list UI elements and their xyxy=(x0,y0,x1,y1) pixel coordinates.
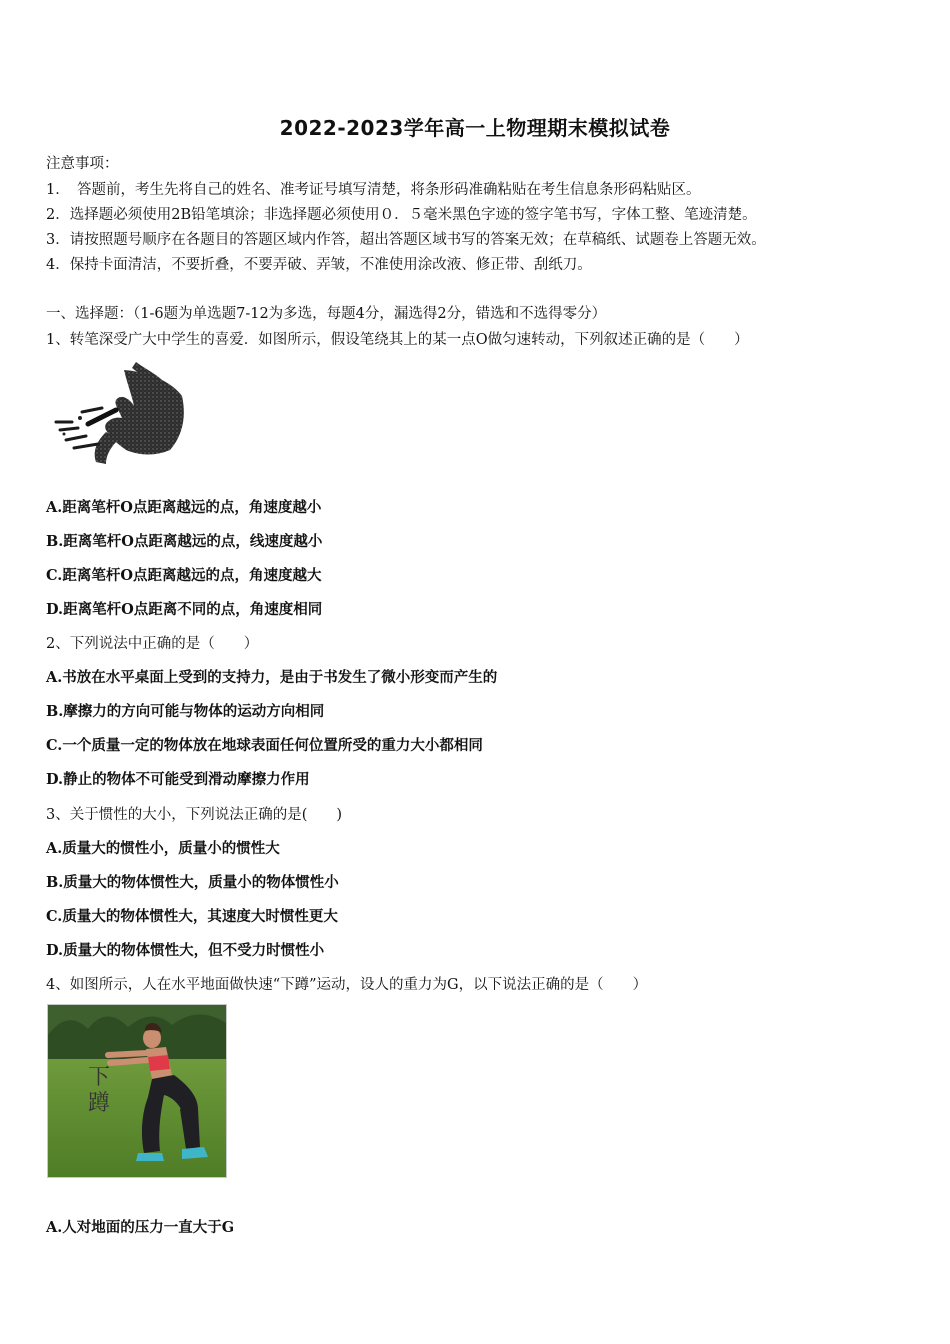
question-3-option-c: C.质量大的物体惯性大，其速度大时惯性更大 xyxy=(46,908,338,925)
question-3-stem: 3、关于惯性的大小，下列说法正确的是( ) xyxy=(46,807,343,823)
question-1-option-d: D.距离笔杆O点距离不同的点，角速度相同 xyxy=(46,601,323,618)
question-1-option-a: A.距离笔杆O点距离越远的点，角速度越小 xyxy=(46,499,322,516)
question-2-option-b: B.摩擦力的方向可能与物体的运动方向相同 xyxy=(46,703,325,720)
section-heading: 一、选择题：（1-6题为单选题7-12为多选，每题4分，漏选得2分，错选和不选得零分） xyxy=(46,306,607,322)
pen-spinning-hand-image xyxy=(52,352,188,468)
question-4-option-a: A.人对地面的压力一直大于G xyxy=(46,1219,235,1236)
question-3-option-a: A.质量大的惯性小，质量小的惯性大 xyxy=(46,840,280,857)
question-1-option-b: B.距离笔杆O点距离越远的点，线速度越小 xyxy=(46,533,323,550)
question-2-option-d: D.静止的物体不可能受到滑动摩擦力作用 xyxy=(46,771,310,788)
notice-item-3: 3．请按照题号顺序在各题目的答题区域内作答，超出答题区域书写的答案无效；在草稿纸、试题卷上答题无效。 xyxy=(46,232,766,248)
notice-item-4: 4．保持卡面清洁，不要折叠，不要弄破、弄皱，不准使用涂改液、修正带、刮纸刀。 xyxy=(46,257,592,273)
question-2-option-a: A.书放在水平桌面上受到的支持力，是由于书发生了微小形变而产生的 xyxy=(46,669,498,686)
question-2-option-c: C.一个质量一定的物体放在地球表面任何位置所受的重力大小都相同 xyxy=(46,737,483,754)
question-4-stem: 4、如图所示，人在水平地面做快速“下蹲”运动，设人的重力为G，以下说法正确的是（ ） xyxy=(46,977,648,993)
notice-item-1: 1． 答题前，考生先将自己的姓名、准考证号填写清楚，将条形码准确粘贴在考生信息条形码粘贴区。 xyxy=(46,182,701,198)
question-2-stem: 2、下列说法中正确的是（ ） xyxy=(46,636,259,652)
notice-heading: 注意事项： xyxy=(46,156,119,172)
question-3-option-b: B.质量大的物体惯性大，质量小的物体惯性小 xyxy=(46,874,339,891)
notice-item-2: 2．选择题必须使用2B铅笔填涂；非选择题必须使用０．５毫米黑色字迹的签字笔书写，字体工整、笔迹清楚。 xyxy=(46,207,757,223)
squat-photo-image xyxy=(47,1004,227,1178)
page-title: 2022-2023学年高一上物理期末模拟试卷 xyxy=(279,116,671,140)
question-3-option-d: D.质量大的物体惯性大，但不受力时惯性小 xyxy=(46,942,325,959)
question-1-option-c: C.距离笔杆O点距离越远的点，角速度越大 xyxy=(46,567,322,584)
question-1-stem: 1、转笔深受广大中学生的喜爱．如图所示，假设笔绕其上的某一点O做匀速转动，下列叙述正确的是（ ） xyxy=(46,332,749,348)
squat-image-caption: 下蹲 xyxy=(88,1065,111,1116)
